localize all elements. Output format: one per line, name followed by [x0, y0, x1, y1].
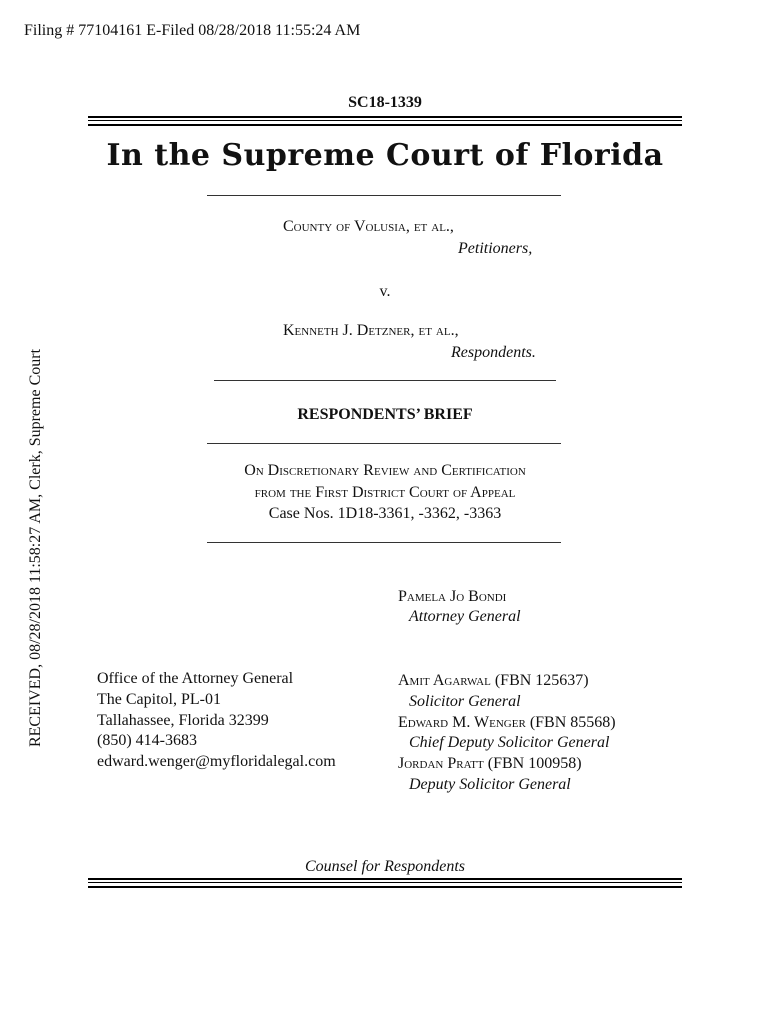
review-line-2: from the First District Court of Appeal	[254, 484, 516, 501]
counsel-title: Deputy Solicitor General	[409, 775, 571, 793]
office-address-line-1: The Capitol, PL-01	[97, 690, 221, 708]
counsel-title: Solicitor General	[409, 692, 521, 710]
counsel-bar-number: (FBN 125637)	[494, 672, 589, 689]
filing-stamp: Filing # 77104161 E-Filed 08/28/2018 11:55:24 AM	[24, 22, 361, 39]
counsel-bar-number: (FBN 85568)	[529, 713, 616, 731]
divider-rule	[207, 542, 561, 543]
counsel-list	[398, 671, 616, 796]
divider-rule	[207, 443, 561, 444]
received-stamp: RECEIVED, 08/28/2018 11:58:27 AM, Clerk, Supreme Court	[27, 348, 44, 748]
respondent-role: Respondents.	[451, 344, 536, 361]
office-address-line-2: Tallahassee, Florida 32399	[97, 711, 269, 729]
counsel-title: Chief Deputy Solicitor General	[409, 734, 610, 752]
office-email[interactable]: edward.wenger@myfloridalegal.com	[97, 753, 336, 771]
counsel-entry	[398, 713, 616, 734]
attorney-general-block	[398, 588, 521, 626]
counsel-name: Amit Agarwal	[398, 672, 491, 689]
respondent-name: Kenneth J. Detzner, et al.,	[283, 322, 459, 339]
counsel-for-label: Counsel for Respondents	[305, 858, 465, 875]
top-double-rule	[88, 116, 682, 126]
brief-title: RESPONDENTS’ BRIEF	[297, 406, 473, 423]
petitioner-name: County of Volusia, et al.,	[283, 218, 454, 235]
office-name: Office of the Attorney General	[97, 670, 294, 687]
bottom-double-rule	[88, 878, 682, 888]
counsel-entry	[398, 671, 616, 692]
divider-rule	[207, 195, 561, 196]
court-title: In the Supreme Court of Florida	[106, 138, 664, 173]
counsel-bar-number: (FBN 100958)	[487, 755, 582, 773]
divider-rule	[214, 380, 556, 381]
attorney-general-name: Pamela Jo Bondi	[398, 588, 507, 605]
versus-label: v.	[379, 283, 391, 300]
attorney-general-title: Attorney General	[409, 608, 521, 625]
counsel-entry	[398, 754, 616, 775]
petitioner-role: Petitioners,	[458, 240, 533, 257]
counsel-name: Edward M. Wenger	[398, 713, 526, 731]
case-number: SC18-1339	[348, 94, 422, 111]
review-case-numbers: Case Nos. 1D18-3361, -3362, -3363	[268, 505, 502, 522]
counsel-name: Jordan Pratt	[398, 755, 484, 773]
office-phone: (850) 414-3683	[97, 732, 197, 750]
review-line-1: On Discretionary Review and Certification	[244, 462, 526, 479]
office-address-block	[97, 669, 336, 773]
